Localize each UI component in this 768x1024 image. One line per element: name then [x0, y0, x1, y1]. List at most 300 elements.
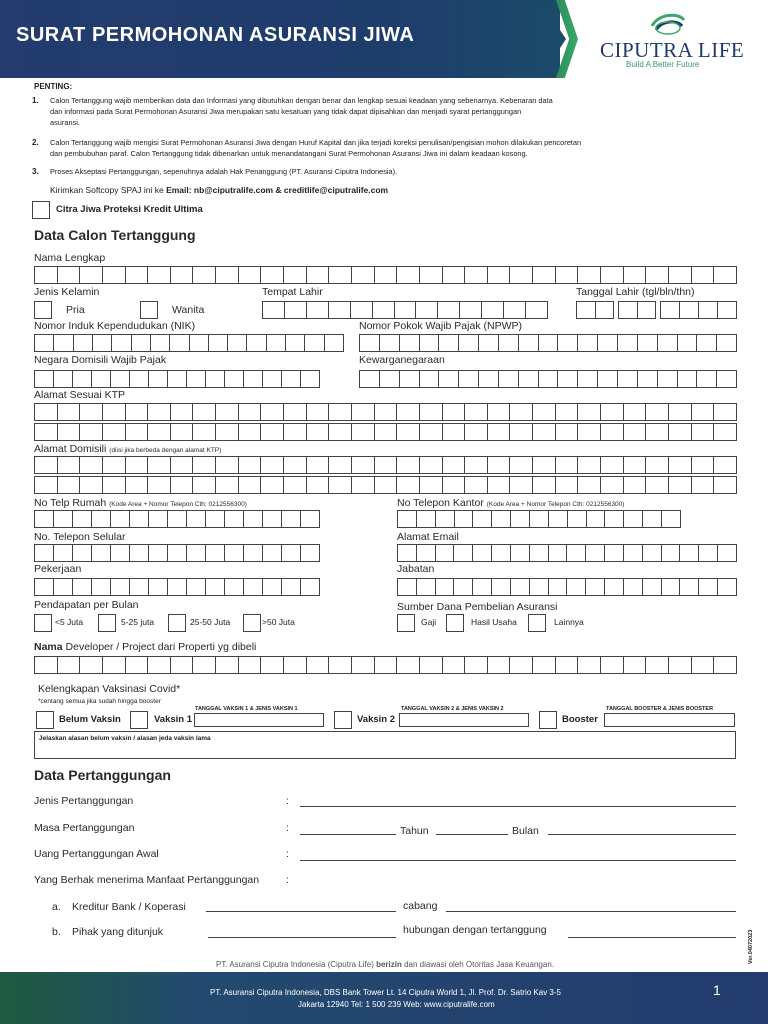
input-tempat-lahir[interactable] — [262, 301, 548, 319]
char-box[interactable] — [453, 544, 472, 562]
input-alamat-ktp[interactable] — [34, 403, 737, 421]
char-box[interactable] — [442, 656, 465, 674]
char-box[interactable] — [397, 544, 416, 562]
char-box[interactable] — [419, 476, 442, 494]
char-box[interactable] — [510, 578, 529, 596]
input-alamat-ktp[interactable] — [34, 423, 737, 441]
char-box[interactable] — [283, 266, 306, 284]
checkbox-pend-4[interactable] — [243, 614, 261, 632]
char-box[interactable] — [518, 334, 538, 352]
char-box[interactable] — [102, 266, 125, 284]
char-box[interactable] — [238, 656, 261, 674]
char-box[interactable] — [186, 578, 205, 596]
char-box[interactable] — [657, 370, 677, 388]
char-box[interactable] — [698, 301, 717, 319]
char-box[interactable] — [79, 423, 102, 441]
char-box[interactable] — [478, 370, 498, 388]
char-box[interactable] — [396, 403, 419, 421]
char-box[interactable] — [205, 370, 224, 388]
input-negara-pajak[interactable] — [34, 370, 320, 388]
char-box[interactable] — [717, 544, 737, 562]
checkbox-booster[interactable] — [539, 711, 557, 729]
char-box[interactable] — [102, 476, 125, 494]
char-box[interactable] — [224, 370, 243, 388]
char-box[interactable] — [215, 656, 238, 674]
char-box[interactable] — [306, 423, 329, 441]
char-box[interactable] — [668, 403, 691, 421]
char-box[interactable] — [491, 544, 510, 562]
char-box[interactable] — [224, 544, 243, 562]
char-box[interactable] — [538, 334, 558, 352]
input-tahun[interactable] — [300, 834, 396, 835]
char-box[interactable] — [125, 266, 148, 284]
char-box[interactable] — [458, 370, 478, 388]
char-box[interactable] — [503, 301, 525, 319]
char-box[interactable] — [110, 370, 129, 388]
char-box[interactable] — [102, 456, 125, 474]
char-box[interactable] — [459, 301, 481, 319]
char-box[interactable] — [238, 476, 261, 494]
char-box[interactable] — [509, 423, 532, 441]
char-box[interactable] — [525, 301, 548, 319]
char-box[interactable] — [713, 266, 737, 284]
char-box[interactable] — [566, 578, 585, 596]
char-box[interactable] — [472, 544, 491, 562]
char-box[interactable] — [374, 266, 397, 284]
char-box[interactable] — [600, 656, 623, 674]
char-box[interactable] — [510, 544, 529, 562]
char-box[interactable] — [148, 544, 167, 562]
input-tgl-vaksin-2[interactable] — [399, 713, 529, 727]
input-nama[interactable] — [34, 266, 737, 284]
char-box[interactable] — [34, 423, 57, 441]
char-box[interactable] — [170, 403, 193, 421]
char-box[interactable] — [509, 403, 532, 421]
char-box[interactable] — [283, 423, 306, 441]
char-box[interactable] — [170, 656, 193, 674]
char-box[interactable] — [328, 656, 351, 674]
char-box[interactable] — [53, 334, 72, 352]
char-box[interactable] — [691, 266, 714, 284]
char-box[interactable] — [478, 334, 498, 352]
char-box[interactable] — [73, 334, 92, 352]
char-box[interactable] — [246, 334, 265, 352]
char-box[interactable] — [510, 510, 529, 528]
char-box[interactable] — [668, 266, 691, 284]
char-box[interactable] — [281, 510, 300, 528]
input-hubungan[interactable] — [568, 937, 736, 938]
char-box[interactable] — [668, 456, 691, 474]
char-box[interactable] — [532, 656, 555, 674]
char-box[interactable] — [359, 370, 379, 388]
char-box[interactable] — [57, 476, 80, 494]
char-box[interactable] — [205, 578, 224, 596]
char-box[interactable] — [532, 476, 555, 494]
char-box[interactable] — [262, 510, 281, 528]
char-box[interactable] — [419, 334, 439, 352]
char-box[interactable] — [224, 510, 243, 528]
product-checkbox[interactable] — [32, 201, 50, 219]
char-box[interactable] — [645, 403, 668, 421]
input-tgl-booster[interactable] — [604, 713, 735, 727]
char-box[interactable] — [548, 510, 567, 528]
char-box[interactable] — [623, 423, 646, 441]
char-box[interactable] — [597, 334, 617, 352]
char-box[interactable] — [238, 266, 261, 284]
char-box[interactable] — [34, 476, 57, 494]
char-box[interactable] — [243, 578, 262, 596]
char-box[interactable] — [147, 423, 170, 441]
input-npwp[interactable] — [359, 334, 737, 352]
char-box[interactable] — [691, 456, 714, 474]
char-box[interactable] — [262, 578, 281, 596]
char-box[interactable] — [350, 301, 372, 319]
char-box[interactable] — [34, 403, 57, 421]
input-email[interactable] — [397, 544, 737, 562]
char-box[interactable] — [416, 578, 435, 596]
char-box[interactable] — [92, 334, 111, 352]
char-box[interactable] — [205, 510, 224, 528]
char-box[interactable] — [215, 476, 238, 494]
char-box[interactable] — [548, 578, 567, 596]
char-box[interactable] — [396, 266, 419, 284]
char-box[interactable] — [657, 334, 677, 352]
char-box[interactable] — [396, 656, 419, 674]
char-box[interactable] — [129, 578, 148, 596]
char-box[interactable] — [623, 266, 646, 284]
char-box[interactable] — [129, 370, 148, 388]
char-box[interactable] — [617, 370, 637, 388]
char-box[interactable] — [79, 403, 102, 421]
char-box[interactable] — [604, 510, 623, 528]
char-box[interactable] — [442, 403, 465, 421]
char-box[interactable] — [464, 403, 487, 421]
char-box[interactable] — [532, 423, 555, 441]
char-box[interactable] — [379, 370, 399, 388]
char-box[interactable] — [661, 510, 681, 528]
char-box[interactable] — [328, 266, 351, 284]
char-box[interactable] — [129, 510, 148, 528]
char-box[interactable] — [691, 476, 714, 494]
char-box[interactable] — [645, 423, 668, 441]
char-box[interactable] — [600, 456, 623, 474]
char-box[interactable] — [262, 544, 281, 562]
char-box[interactable] — [72, 544, 91, 562]
char-box[interactable] — [585, 578, 604, 596]
char-box[interactable] — [284, 301, 306, 319]
char-box[interactable] — [717, 578, 737, 596]
char-box[interactable] — [53, 370, 72, 388]
char-box[interactable] — [306, 476, 329, 494]
char-box[interactable] — [186, 544, 205, 562]
char-box[interactable] — [72, 510, 91, 528]
char-box[interactable] — [397, 510, 416, 528]
char-box[interactable] — [453, 578, 472, 596]
char-box[interactable] — [577, 476, 600, 494]
char-box[interactable] — [645, 656, 668, 674]
char-box[interactable] — [585, 544, 604, 562]
char-box[interactable] — [215, 423, 238, 441]
char-box[interactable] — [351, 656, 374, 674]
char-box[interactable] — [487, 403, 510, 421]
char-box[interactable] — [79, 476, 102, 494]
char-box[interactable] — [396, 423, 419, 441]
char-box[interactable] — [238, 403, 261, 421]
char-box[interactable] — [266, 334, 285, 352]
char-box[interactable] — [57, 456, 80, 474]
char-box[interactable] — [260, 403, 283, 421]
char-box[interactable] — [147, 476, 170, 494]
char-box[interactable] — [491, 510, 510, 528]
char-box[interactable] — [464, 476, 487, 494]
char-box[interactable] — [374, 423, 397, 441]
char-box[interactable] — [208, 334, 227, 352]
char-box[interactable] — [91, 370, 110, 388]
input-alamat-domisili[interactable] — [34, 456, 737, 474]
char-box[interactable] — [623, 656, 646, 674]
char-box[interactable] — [442, 456, 465, 474]
char-box[interactable] — [374, 656, 397, 674]
char-box[interactable] — [529, 544, 548, 562]
char-box[interactable] — [679, 578, 698, 596]
char-box[interactable] — [509, 456, 532, 474]
char-box[interactable] — [192, 423, 215, 441]
char-box[interactable] — [509, 476, 532, 494]
char-box[interactable] — [262, 301, 284, 319]
char-box[interactable] — [555, 456, 578, 474]
char-box[interactable] — [351, 476, 374, 494]
char-box[interactable] — [328, 301, 350, 319]
char-box[interactable] — [125, 656, 148, 674]
char-box[interactable] — [623, 544, 642, 562]
input-uang-pertanggungan[interactable] — [300, 860, 736, 861]
char-box[interactable] — [679, 301, 698, 319]
char-box[interactable] — [529, 578, 548, 596]
input-tgl-vaksin-1[interactable] — [194, 713, 324, 727]
char-box[interactable] — [717, 301, 737, 319]
char-box[interactable] — [374, 403, 397, 421]
char-box[interactable] — [285, 334, 304, 352]
char-box[interactable] — [509, 266, 532, 284]
char-box[interactable] — [713, 456, 737, 474]
char-box[interactable] — [147, 266, 170, 284]
char-box[interactable] — [661, 544, 680, 562]
char-box[interactable] — [53, 510, 72, 528]
char-box[interactable] — [57, 266, 80, 284]
char-box[interactable] — [102, 423, 125, 441]
input-jenis-pertanggungan[interactable] — [300, 806, 736, 807]
char-box[interactable] — [304, 334, 323, 352]
char-box[interactable] — [713, 656, 737, 674]
char-box[interactable] — [328, 456, 351, 474]
char-box[interactable] — [435, 578, 454, 596]
char-box[interactable] — [481, 301, 503, 319]
char-box[interactable] — [399, 334, 419, 352]
char-box[interactable] — [372, 301, 394, 319]
char-box[interactable] — [532, 266, 555, 284]
char-box[interactable] — [557, 370, 577, 388]
char-box[interactable] — [595, 301, 615, 319]
char-box[interactable] — [679, 544, 698, 562]
char-box[interactable] — [91, 578, 110, 596]
char-box[interactable] — [677, 370, 697, 388]
char-box[interactable] — [351, 423, 374, 441]
char-box[interactable] — [600, 423, 623, 441]
char-box[interactable] — [300, 370, 320, 388]
char-box[interactable] — [53, 544, 72, 562]
char-box[interactable] — [438, 370, 458, 388]
char-box[interactable] — [604, 544, 623, 562]
char-box[interactable] — [623, 510, 642, 528]
char-box[interactable] — [167, 370, 186, 388]
char-box[interactable] — [351, 456, 374, 474]
char-box[interactable] — [577, 266, 600, 284]
char-box[interactable] — [642, 578, 661, 596]
char-box[interactable] — [148, 510, 167, 528]
char-box[interactable] — [555, 476, 578, 494]
char-box[interactable] — [110, 578, 129, 596]
char-box[interactable] — [306, 456, 329, 474]
input-kreditur[interactable] — [206, 911, 396, 912]
char-box[interactable] — [351, 403, 374, 421]
char-box[interactable] — [518, 370, 538, 388]
char-box[interactable] — [396, 476, 419, 494]
char-box[interactable] — [167, 510, 186, 528]
char-box[interactable] — [696, 370, 716, 388]
char-box[interactable] — [435, 544, 454, 562]
char-box[interactable] — [396, 456, 419, 474]
char-box[interactable] — [205, 544, 224, 562]
char-box[interactable] — [498, 370, 518, 388]
char-box[interactable] — [458, 334, 478, 352]
char-box[interactable] — [394, 301, 416, 319]
char-box[interactable] — [419, 456, 442, 474]
checkbox-pria[interactable] — [34, 301, 52, 319]
char-box[interactable] — [167, 544, 186, 562]
char-box[interactable] — [147, 656, 170, 674]
char-box[interactable] — [328, 423, 351, 441]
char-box[interactable] — [577, 456, 600, 474]
char-box[interactable] — [281, 370, 300, 388]
input-developer[interactable] — [34, 656, 737, 674]
char-box[interactable] — [716, 370, 737, 388]
char-box[interactable] — [300, 510, 320, 528]
char-box[interactable] — [125, 456, 148, 474]
char-box[interactable] — [57, 403, 80, 421]
char-box[interactable] — [600, 476, 623, 494]
char-box[interactable] — [131, 334, 150, 352]
char-box[interactable] — [260, 266, 283, 284]
char-box[interactable] — [600, 403, 623, 421]
char-box[interactable] — [227, 334, 246, 352]
char-box[interactable] — [79, 456, 102, 474]
checkbox-vaksin-1[interactable] — [130, 711, 148, 729]
input-pihak[interactable] — [208, 937, 396, 938]
char-box[interactable] — [129, 544, 148, 562]
char-box[interactable] — [555, 403, 578, 421]
input-thn[interactable] — [660, 301, 737, 319]
char-box[interactable] — [300, 578, 320, 596]
char-box[interactable] — [399, 370, 419, 388]
char-box[interactable] — [577, 370, 597, 388]
char-box[interactable] — [491, 578, 510, 596]
char-box[interactable] — [454, 510, 473, 528]
char-box[interactable] — [260, 456, 283, 474]
char-box[interactable] — [645, 476, 668, 494]
char-box[interactable] — [215, 266, 238, 284]
char-box[interactable] — [283, 456, 306, 474]
input-telp-rumah[interactable] — [34, 510, 320, 528]
char-box[interactable] — [661, 578, 680, 596]
char-box[interactable] — [260, 656, 283, 674]
char-box[interactable] — [435, 510, 454, 528]
char-box[interactable] — [186, 370, 205, 388]
input-bulan[interactable] — [436, 834, 508, 835]
char-box[interactable] — [437, 301, 459, 319]
char-box[interactable] — [464, 266, 487, 284]
char-box[interactable] — [577, 334, 597, 352]
char-box[interactable] — [379, 334, 399, 352]
char-box[interactable] — [34, 370, 53, 388]
char-box[interactable] — [238, 423, 261, 441]
char-box[interactable] — [167, 578, 186, 596]
char-box[interactable] — [57, 656, 80, 674]
char-box[interactable] — [419, 266, 442, 284]
char-box[interactable] — [243, 370, 262, 388]
char-box[interactable] — [192, 456, 215, 474]
input-cabang[interactable] — [446, 911, 736, 912]
char-box[interactable] — [306, 266, 329, 284]
char-box[interactable] — [102, 403, 125, 421]
char-box[interactable] — [34, 510, 53, 528]
char-box[interactable] — [57, 423, 80, 441]
char-box[interactable] — [487, 476, 510, 494]
char-box[interactable] — [597, 370, 617, 388]
char-box[interactable] — [192, 476, 215, 494]
char-box[interactable] — [509, 656, 532, 674]
input-telp-kantor[interactable] — [397, 510, 681, 528]
checkbox-pend-2[interactable] — [98, 614, 116, 632]
char-box[interactable] — [125, 476, 148, 494]
input-masa-extra[interactable] — [548, 834, 736, 835]
char-box[interactable] — [283, 656, 306, 674]
char-box[interactable] — [576, 301, 595, 319]
input-jabatan[interactable] — [397, 578, 737, 596]
checkbox-pend-1[interactable] — [34, 614, 52, 632]
char-box[interactable] — [415, 301, 437, 319]
char-box[interactable] — [147, 403, 170, 421]
char-box[interactable] — [464, 456, 487, 474]
char-box[interactable] — [618, 301, 637, 319]
char-box[interactable] — [328, 476, 351, 494]
input-tgl[interactable] — [576, 301, 614, 319]
char-box[interactable] — [34, 334, 53, 352]
char-box[interactable] — [328, 403, 351, 421]
char-box[interactable] — [464, 423, 487, 441]
char-box[interactable] — [281, 578, 300, 596]
char-box[interactable] — [169, 334, 188, 352]
char-box[interactable] — [262, 370, 281, 388]
input-alasan-vaksin[interactable] — [34, 731, 736, 759]
char-box[interactable] — [442, 423, 465, 441]
char-box[interactable] — [186, 510, 205, 528]
char-box[interactable] — [243, 510, 262, 528]
char-box[interactable] — [577, 403, 600, 421]
char-box[interactable] — [150, 334, 169, 352]
char-box[interactable] — [419, 423, 442, 441]
char-box[interactable] — [538, 370, 558, 388]
char-box[interactable] — [281, 544, 300, 562]
